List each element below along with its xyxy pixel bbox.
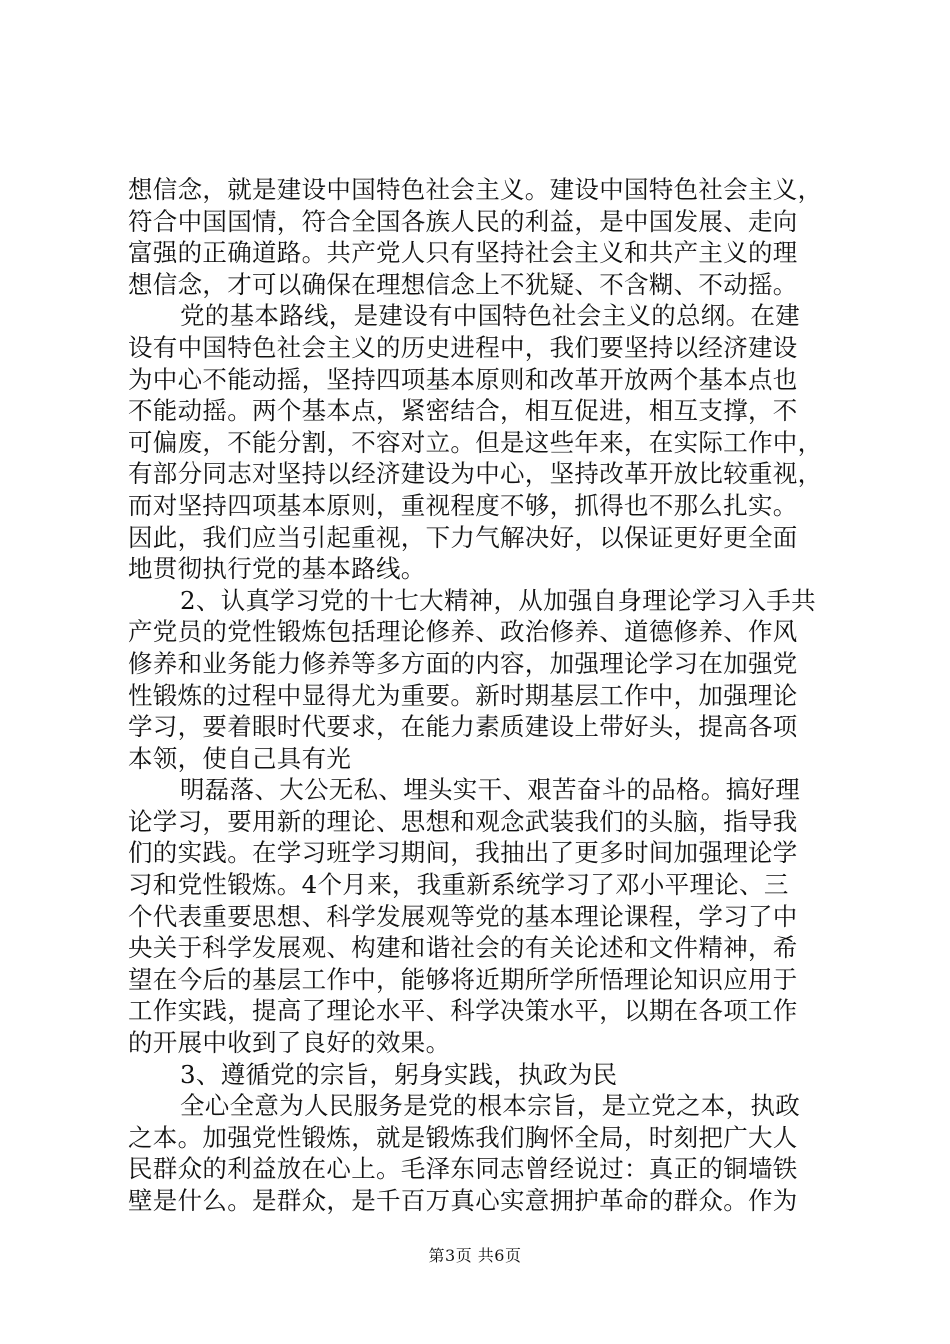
text-line: 的开展中收到了良好的效果。 <box>128 1028 451 1058</box>
text-line: 想信念，就是建设中国特色社会主义。建设中国特色社会主义， <box>128 175 823 204</box>
text-line: 地贯彻执行党的基本路线。 <box>128 554 426 584</box>
text-line: 们的实践。在学习班学习期间，我抽出了更多时间加强理论学 <box>128 838 798 868</box>
text-line: 修养和业务能力修养等多方面的内容，加强理论学习在加强党 <box>128 648 798 678</box>
text-line: 符合中国国情，符合全国各族人民的利益，是中国发展、走向 <box>128 206 798 236</box>
page-number: 第3页 共6页 <box>428 1246 522 1265</box>
text-line: 全心全意为人民服务是党的根本宗旨，是立党之本，执政 <box>180 1091 800 1121</box>
text-line: 可偏废，不能分割，不容对立。但是这些年来，在实际工作中， <box>128 427 823 457</box>
text-line: 央关于科学发展观、构建和谐社会的有关论述和文件精神，希 <box>128 933 798 963</box>
text-line: 产党员的党性锻炼包括理论修养、政治修养、道德修养、作风 <box>128 617 798 647</box>
text-line: 设有中国特色社会主义的历史进程中，我们要坚持以经济建设 <box>128 332 798 362</box>
text-line: 为中心不能动摇，坚持四项基本原则和改革开放两个基本点也 <box>128 364 798 394</box>
text-line: 有部分同志对坚持以经济建设为中心，坚持改革开放比较重视， <box>128 459 823 489</box>
text-line: 想信念，才可以确保在理想信念上不犹疑、不含糊、不动摇。 <box>128 269 798 299</box>
text-line: 本领，使自己具有光 <box>128 743 352 773</box>
text-line: 明磊落、大公无私、埋头实干、艰苦奋斗的品格。搞好理 <box>180 775 800 805</box>
text-line: 论学习，要用新的理论、思想和观念武装我们的头脑，指导我 <box>128 806 798 836</box>
text-line: 而对坚持四项基本原则，重视程度不够，抓得也不那么扎实。 <box>128 490 798 520</box>
body-text <box>128 174 828 1217</box>
text-line: 学习，要着眼时代要求，在能力素质建设上带好头，提高各项 <box>128 712 798 742</box>
page-footer <box>0 1246 950 1266</box>
text-line: 望在今后的基层工作中，能够将近期所学所悟理论知识应用于 <box>128 964 798 994</box>
text-line: 民群众的利益放在心上。毛泽东同志曾经说过：真正的铜墙铁 <box>128 1154 798 1184</box>
text-line: 工作实践，提高了理论水平、科学决策水平，以期在各项工作 <box>128 996 798 1026</box>
text-line: 习和党性锻炼。4个月来，我重新系统学习了邓小平理论、三 <box>128 870 789 900</box>
text-line: 2、认真学习党的十七大精神，从加强自身理论学习入手共 <box>180 585 816 615</box>
text-line: 富强的正确道路。共产党人只有坚持社会主义和共产主义的理 <box>128 238 798 268</box>
text-line: 不能动摇。两个基本点，紧密结合，相互促进，相互支撑，不 <box>128 396 798 426</box>
text-line: 之本。加强党性锻炼，就是锻炼我们胸怀全局，时刻把广大人 <box>128 1122 798 1152</box>
text-line: 个代表重要思想、科学发展观等党的基本理论课程，学习了中 <box>128 901 798 931</box>
text-line: 因此，我们应当引起重视，下力气解决好，以保证更好更全面 <box>128 522 798 552</box>
text-line: 壁是什么。是群众，是千百万真心实意拥护革命的群众。作为 <box>128 1186 798 1215</box>
text-line: 性锻炼的过程中显得尤为重要。新时期基层工作中，加强理论 <box>128 680 798 710</box>
text-line: 3、遵循党的宗旨，躬身实践，执政为民 <box>180 1059 618 1089</box>
text-line: 党的基本路线，是建设有中国特色社会主义的总纲。在建 <box>180 301 800 331</box>
